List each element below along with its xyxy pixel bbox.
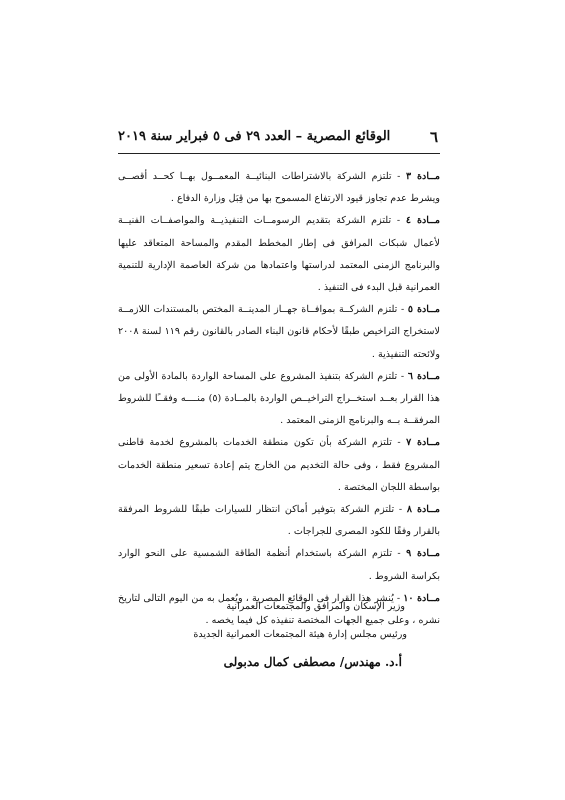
- signatory-title-minister: وزير الإسكان والمرافق والمجتمعات العمرانية: [226, 601, 405, 612]
- article-6: [118, 366, 440, 433]
- article-label: مــادة ٧: [406, 437, 440, 449]
- article-label: مــادة ٥: [407, 304, 440, 316]
- article-text: - تلتزم الشركة بأن تكون منطقة الخدمات بالمشروع لخدمة قاطنى المشروع فقط ، وفى حالة التخديم من الخارج يتم إعادة تسعير منطقة الخدمات بواسطة اللجان المختصة .: [118, 437, 440, 493]
- article-label: مــادة ٨: [406, 504, 440, 516]
- article-8: [118, 499, 440, 543]
- article-text: - تلتزم الشركة بالاشتراطات البنائيــة المعمــول بهــا كحــد أقصــى ويشرط عدم تجاوز قيود الارتفاع المسموح بها من قِبَل وزارة الدفاع .: [118, 171, 440, 205]
- decree-articles: [118, 166, 440, 632]
- article-7: [118, 432, 440, 499]
- signatory-name: أ.د. مهندس/ مصطفى كمال مدبولى: [223, 655, 402, 669]
- article-label: مــادة ١٠: [403, 592, 440, 604]
- article-5: [118, 299, 440, 366]
- article-label: مــادة ٣: [405, 171, 441, 182]
- article-4: [118, 210, 440, 299]
- article-text: - تلتزم الشركة بتوفير أماكن انتظار للسيارات طبقًا للشروط المرفقة بالقرار وفقًا للكود المصرى للجراجات .: [118, 504, 440, 538]
- article-9: [118, 543, 440, 587]
- article-label: مــادة ٩: [406, 548, 440, 560]
- signatory-title-chairman: ورئيس مجلس إدارة هيئة المجتمعات العمرانية الجديدة: [193, 629, 407, 640]
- article-text: - يُنشر هذا القرار فى الوقائع المصرية ، ويُعمل به من اليوم التالى لتاريخ نشره ، وعلى جميع الجهات المختصة تنفيذه كل فيما يخصه .: [118, 592, 440, 627]
- article-text: - تلتزم الشركة باستخدام أنظمة الطاقة الشمسية على النحو الوارد بكراسة الشروط .: [118, 548, 440, 582]
- article-label: مــادة ٦: [407, 370, 440, 382]
- article-text: - تلتزم الشركة بتنفيذ المشروع على المساحة الواردة بالمادة الأولى من هذا القرار بعــد استخــراج التراخيــص الواردة بالمــادة (٥) منــــه وفقــًا للشروط المرفقــة بــه والبرنامج الزمنى المعتمد .: [118, 370, 440, 427]
- article-text: - تلتزم الشركــة بموافــاة جهــاز المدينــة المختص بالمستندات اللازمــة لاستخراج التراخيص طبقًا لأحكام قانون البناء الصادر بالقانون رقم ١١٩ لسنة ٢٠٠٨ ولائحته التنفيذية .: [118, 304, 440, 360]
- header-divider: [118, 153, 440, 154]
- article-3: [118, 166, 440, 210]
- gazette-title: الوقائع المصرية – العدد ٢٩ فى ٥ فبراير سنة ٢٠١٩: [118, 129, 391, 144]
- article-label: مــادة ٤: [405, 215, 440, 227]
- page-number: ٦: [429, 128, 438, 146]
- page-header: [118, 128, 440, 150]
- article-text: - تلتزم الشركة بتقديم الرسومــات التنفيذيــة والمواصفــات الفنيــة لأعمال شبكات المرافق فى إطار المخطط المقدم والمساحة المتعاقد عليها والبرنامج الزمنى المعتمد لدراستها واعتمادها من شركة العاصمة الإدارية للتنمية العمرانية قبل البدء فى التنفيذ .: [118, 215, 440, 294]
